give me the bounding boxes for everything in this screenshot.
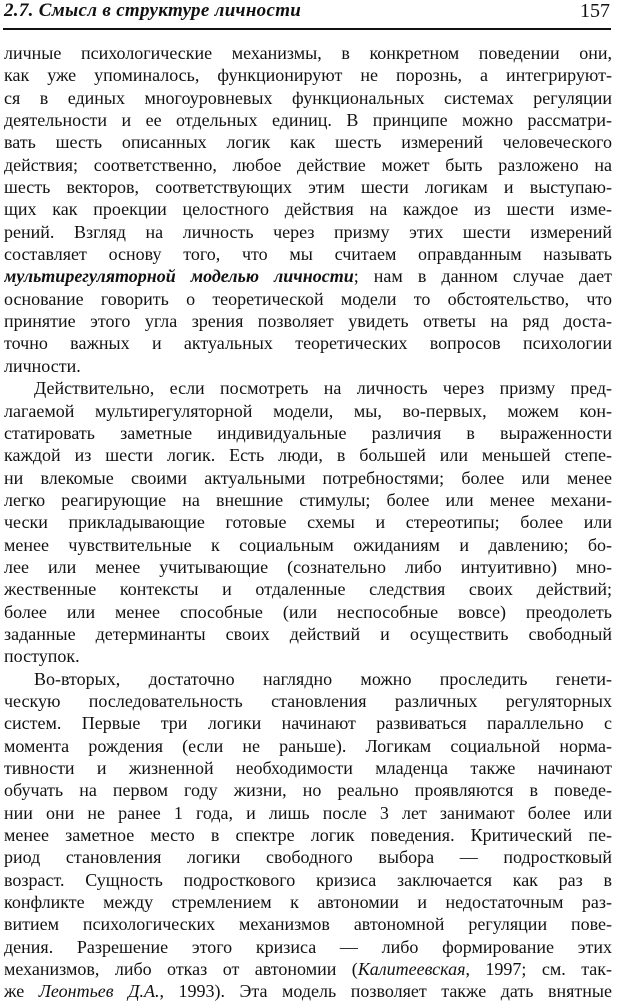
body-text (4, 42, 612, 1003)
text-line: менее чувствительные к социальным ожиданиям и давлению; бо- (4, 534, 612, 555)
text-line: основание говорить о теоретической модели то обстоятельство, что (4, 288, 612, 309)
citation-author: Калитеевская (357, 959, 466, 980)
text-line: нии они не ранее 1 года, и лишь после 3 лет занимают более или (4, 802, 612, 823)
text-line: лее или менее учитывающие (сознательно либо интуитивно) мно- (4, 556, 612, 577)
text-line: точно важных и актуальных теоретических вопросов психологии (4, 333, 612, 354)
text-line: мультирегуляторной моделью личности; нам в данном случае дает (4, 266, 612, 287)
text-line: более или менее способные (или неспособные вовсе) преодолеть (4, 601, 612, 622)
text-line: витием психологических механизмов автономной регуляции пове- (4, 914, 612, 935)
text-line: систем. Первые три логики начинают развиваться параллельно с (4, 713, 612, 734)
text-line: заданные детерминанты своих действий и осуществить свободный (4, 623, 612, 644)
text-line: щих как проекции целостного действия на каждое из шести изме- (4, 199, 612, 220)
text-line: же Леонтьев Д.А., 1993). Эта модель позволяет также дать внятные (4, 981, 612, 1002)
text-line: личности. (4, 355, 81, 376)
text-line: шесть векторов, соответствующих этим шести логикам и выступаю- (4, 177, 612, 198)
text-line: риод становления логики свободного выбора — подростковый (4, 847, 612, 868)
paragraph-2 (4, 377, 612, 667)
paragraph-3 (4, 668, 612, 1003)
text-line: тивности и жизненной необходимости младенца также начинают (4, 758, 612, 778)
text-line: составляет основу того, что мы считаем оправданным называть (4, 244, 612, 265)
text-line: дения. Разрешение этого кризиса — либо формирование этих (4, 936, 612, 957)
text-line: жественные контексты и отдаленные следствия своих действий; (4, 579, 612, 600)
text-line: Действительно, если посмотреть на личность через призму пред- (34, 378, 612, 399)
text-line: механизмов, либо отказ от автономии (Калитеевская, 1997; см. так- (4, 959, 612, 980)
text-line: менее заметное место в спектре логик поведения. Критический пе- (4, 825, 612, 846)
text-line: рений. Взгляд на личность через призму этих шести измерений (4, 221, 612, 242)
text-line: возраст. Сущность подросткового кризиса заключается как раз в (4, 869, 612, 890)
text-line: принятие этого угла зрения позволяет увидеть ответы на ряд доста- (4, 311, 612, 332)
text-line: каждой из шести логик. Есть люди, в большей или меньшей степе- (4, 445, 612, 466)
running-head (4, 0, 610, 28)
section-title: 2.7. Смысл в структуре личности (4, 0, 302, 21)
text-line: ни влекомые своими актуальными потребностями; более или менее (4, 467, 612, 488)
text-line: статировать заметные индивидуальные различия в выраженности (4, 422, 612, 443)
text-line: обучать на первом году жизни, но реально проявляются в поведе- (4, 780, 612, 801)
text-line: действия; соответственно, любое действие может быть разложено на (4, 154, 612, 175)
paragraph-1 (4, 42, 612, 377)
text-line: конфликте между стремлением к автономии и недостаточным раз- (4, 892, 612, 913)
text-line: чески прикладывающие готовые схемы и стереотипы; более или (4, 512, 612, 533)
text-line: ся в единых многоуровневых функциональных системах регуляции (4, 87, 612, 108)
text-line: легко реагирующие на внешние стимулы; более или менее механи- (4, 489, 612, 510)
header-rule (3, 28, 611, 30)
text-line: вать шесть описанных логик как шесть измерений человеческого (4, 132, 612, 153)
text-line: как уже упоминалось, функционируют не порознь, а интегрируют- (4, 65, 612, 86)
text-line: деятельности и ее отдельных единиц. В принципе можно рассматри- (4, 110, 612, 131)
emphasized-term: мультирегуляторной моделью личности (4, 266, 354, 287)
text-line: Во-вторых, достаточно наглядно можно проследить генети- (34, 668, 612, 689)
text-line: момента рождения (если не раньше). Логикам социальной норма- (4, 735, 612, 756)
page-number: 157 (580, 0, 610, 22)
text-line: лагаемой мультирегуляторной модели, мы, во-первых, можем кон- (4, 400, 612, 421)
text-line: личные психологические механизмы, в конкретном поведении они, (4, 43, 612, 63)
text-line: ческую последовательность становления различных регуляторных (4, 690, 612, 711)
text-line: поступок. (4, 646, 80, 667)
citation-author: Леонтьев Д.А. (38, 981, 160, 1002)
